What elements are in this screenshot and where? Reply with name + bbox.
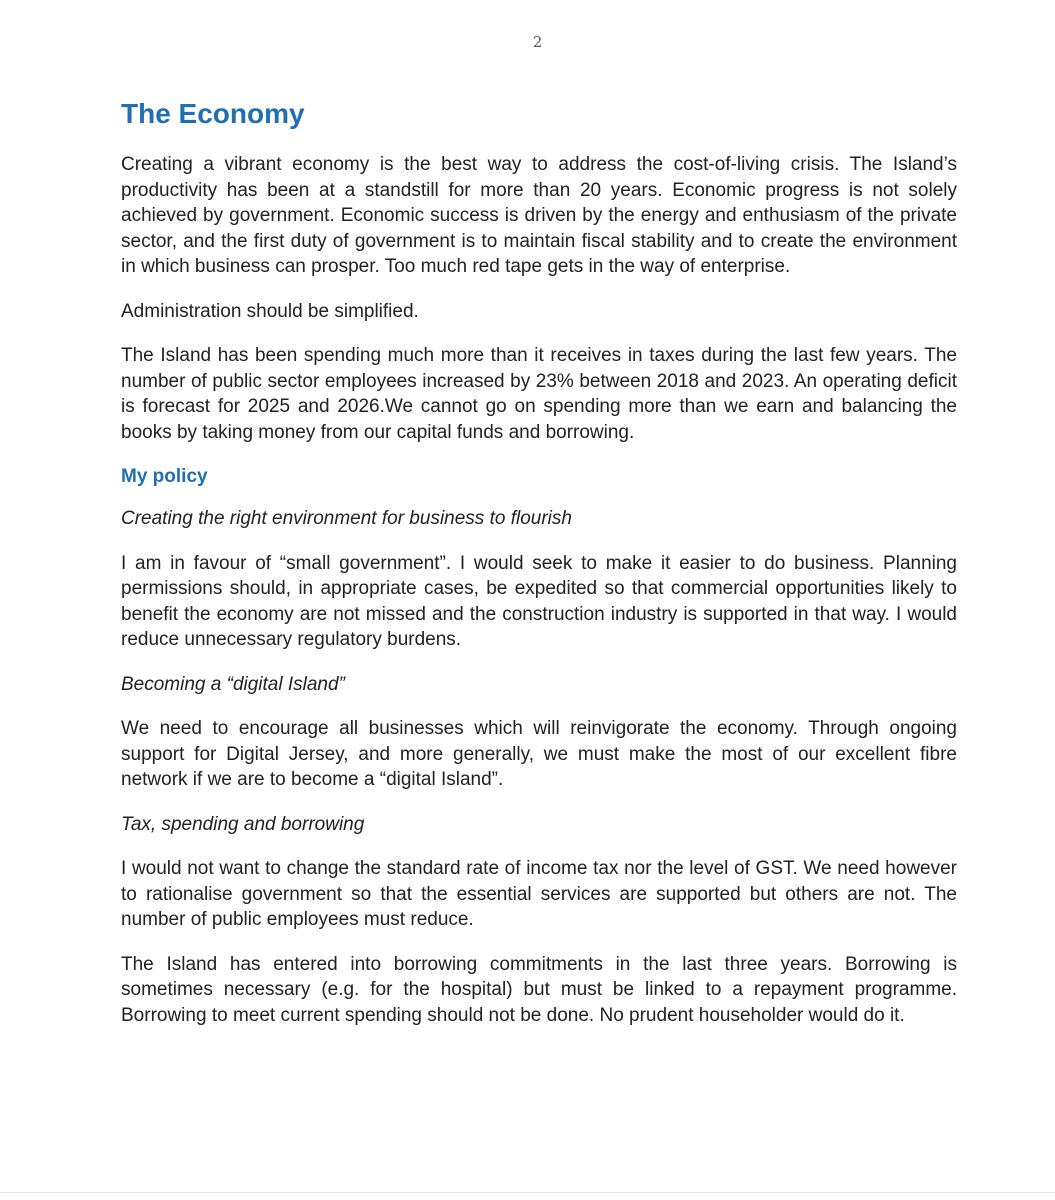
page-content: [121, 96, 957, 1047]
section-paragraph-tax-2: The Island has entered into borrowing commitments in the last three years. Borrowing is sometimes necessary (e.g. for the hospital) but must be linked to a repayment programme. Borrowing to meet current spending should not be done. No prudent householder would do it.: [121, 953, 957, 1026]
page-title: The Economy: [121, 98, 305, 129]
page-number: 2: [532, 33, 543, 51]
intro-paragraph-2: Administration should be simplified.: [121, 300, 419, 322]
intro-paragraph-3: The Island has been spending much more than it receives in taxes during the last few years. The number of public sector employees increased by 23% between 2018 and 2023. An operating deficit is forecast for 2025 and 2026.We cannot go on spending more than we earn and balancing the books by taking money from our capital funds and borrowing.: [121, 345, 957, 443]
intro-paragraph-1: Creating a vibrant economy is the best way to address the cost-of-living crisis. The Island’s productivity has been at a standstill for more than 20 years. Economic progress is not solely achieved by government. Economic success is driven by the energy and enthusiasm of the private sector, and the first duty of government is to maintain fiscal stability and to create the environment in which business can prosper. Too much red tape gets in the way of enterprise.: [121, 154, 957, 277]
section-subheading-digital: Becoming a “digital Island”: [121, 673, 345, 695]
section-subheading-tax: Tax, spending and borrowing: [121, 813, 365, 835]
section-paragraph-business: I am in favour of “small government”. I would seek to make it easier to do business. Planning permissions should, in appropriate cases, be expedited so that commercial opportunities likely to benefit the economy are not missed and the construction industry is supported in that way. I would reduce unnecessary regulatory burdens.: [121, 552, 957, 650]
section-subheading-business: Creating the right environment for business to flourish: [121, 508, 572, 529]
section-paragraph-digital: We need to encourage all businesses which will reinvigorate the economy. Through ongoing support for Digital Jersey, and more generally, we must make the most of our excellent fibre network if we are to become a “digital Island”.: [121, 718, 957, 790]
policy-heading: My policy: [121, 466, 208, 487]
section-paragraph-tax-1: I would not want to change the standard rate of income tax nor the level of GST. We need however to rationalise government so that the essential services are supported but others are not. The number of public employees must reduce.: [121, 858, 957, 930]
page-bottom-divider: [0, 1192, 1055, 1193]
